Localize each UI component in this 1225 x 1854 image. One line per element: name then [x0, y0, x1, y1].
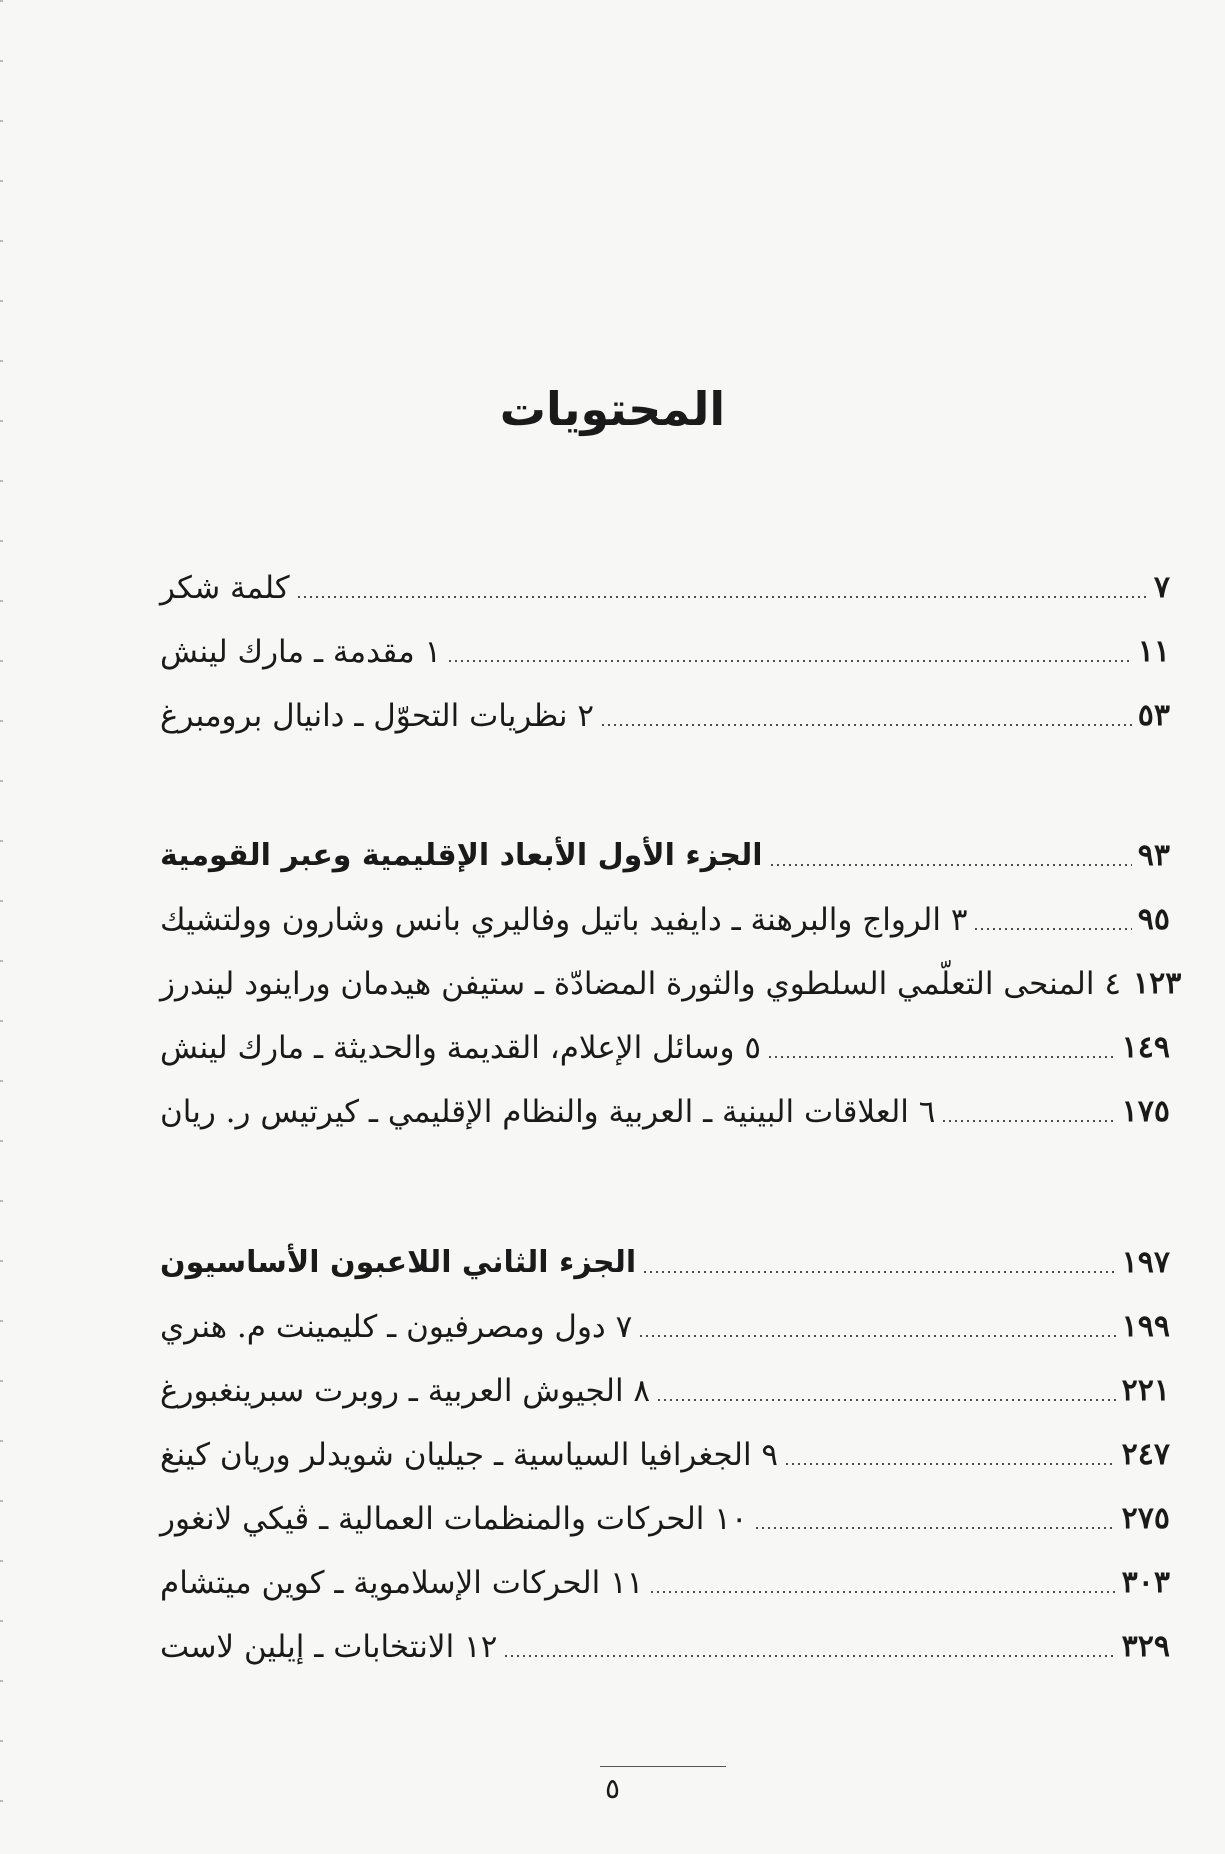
toc-page-number: ٢٧٥ — [1121, 1501, 1170, 1536]
toc-entry-label: ٦ العلاقات البينية ـ العربية والنظام الإقليمي ـ كيرتيس ر. ريان — [160, 1094, 936, 1130]
toc-page-number: ٢٤٧ — [1121, 1437, 1170, 1472]
dot-leader — [767, 1056, 1116, 1058]
toc-entry-label: ١١ الحركات الإسلاموية ـ كوين ميتشام — [160, 1565, 644, 1601]
toc-entry — [160, 624, 1170, 672]
dot-leader — [784, 1463, 1116, 1465]
dot-leader — [656, 1399, 1116, 1401]
toc-entry — [160, 1363, 1170, 1411]
toc-entry-label: ٤ المنحى التعلّمي السلطوي والثورة المضادّة ـ ستيفن هيدمان وراينود ليندرز — [160, 966, 1121, 1002]
toc-entry-label: ٢ نظريات التحوّل ـ دانيال برومبرغ — [160, 698, 595, 734]
dot-leader — [447, 660, 1132, 662]
toc-entry-label: ١٢ الانتخابات ـ إيلين لاست — [160, 1629, 498, 1665]
toc-entry — [160, 1084, 1170, 1132]
page-number: ٥ — [604, 1772, 621, 1805]
toc-entry — [160, 1555, 1170, 1603]
page-edge-marks — [0, 0, 3, 1854]
toc-entry-label: ٥ وسائل الإعلام، القديمة والحديثة ـ مارك لينش — [160, 1030, 762, 1066]
toc-entry — [160, 1619, 1170, 1667]
footer-rule — [600, 1766, 726, 1767]
toc-entry — [160, 956, 1182, 1004]
dot-leader — [973, 928, 1131, 930]
toc-entry — [160, 892, 1170, 940]
dot-leader — [754, 1527, 1116, 1529]
toc-page-number: ٩٣ — [1137, 838, 1170, 873]
toc-entry — [160, 1427, 1170, 1475]
toc-entry-label: ٧ دول ومصرفيون ـ كليمينت م. هنري — [160, 1309, 633, 1345]
toc-entry-label: ١٠ الحركات والمنظمات العمالية ـ ڤيكي لانغور — [160, 1501, 748, 1537]
dot-leader — [503, 1655, 1115, 1657]
page-title: المحتويات — [499, 382, 726, 436]
dot-leader — [941, 1120, 1115, 1122]
toc-part-heading — [160, 828, 1170, 876]
toc-part-heading — [160, 1235, 1170, 1283]
toc-page-number: ١٢٣ — [1132, 966, 1182, 1001]
toc-entry-label: ١ مقدمة ـ مارك لينش — [160, 634, 442, 670]
dot-leader — [649, 1591, 1115, 1593]
dot-leader — [600, 724, 1132, 726]
toc-page-number: ٢٢١ — [1121, 1373, 1170, 1408]
toc-entry — [160, 1299, 1170, 1347]
toc-entry-label: ٣ الرواج والبرهنة ـ دايفيد باتيل وفاليري بانس وشارون وولتشيك — [160, 902, 968, 938]
toc-page-number: ١٩٩ — [1121, 1309, 1170, 1344]
toc-page-number: ١٩٧ — [1121, 1245, 1170, 1280]
toc-entry-label: الجزء الثاني اللاعبون الأساسيون — [160, 1245, 637, 1280]
toc-page-number: ١١ — [1137, 634, 1170, 669]
toc-page-number: ١٤٩ — [1121, 1030, 1170, 1065]
table-of-contents — [160, 0, 1182, 1854]
dot-leader — [769, 864, 1132, 866]
toc-page-number: ٥٣ — [1137, 698, 1170, 733]
toc-page-number: ٩٥ — [1137, 902, 1170, 937]
toc-entry-label: كلمة شكر — [160, 570, 290, 606]
toc-page-number: ١٧٥ — [1121, 1094, 1170, 1129]
toc-entry-label: ٩ الجغرافيا السياسية ـ جيليان شويدلر وريان كينغ — [160, 1437, 779, 1473]
toc-page-number: ٣٠٣ — [1121, 1565, 1170, 1600]
dot-leader — [642, 1271, 1115, 1273]
toc-entry — [160, 1491, 1170, 1539]
dot-leader — [638, 1335, 1115, 1337]
dot-leader — [296, 596, 1148, 598]
toc-entry — [160, 560, 1170, 608]
toc-page-number: ٣٢٩ — [1121, 1629, 1170, 1664]
toc-entry — [160, 1020, 1170, 1068]
toc-entry — [160, 688, 1170, 736]
toc-page-number: ٧ — [1153, 570, 1170, 605]
toc-entry-label: الجزء الأول الأبعاد الإقليمية وعبر القومية — [160, 838, 763, 873]
toc-entry-label: ٨ الجيوش العربية ـ روبرت سبرينغبورغ — [160, 1373, 651, 1409]
